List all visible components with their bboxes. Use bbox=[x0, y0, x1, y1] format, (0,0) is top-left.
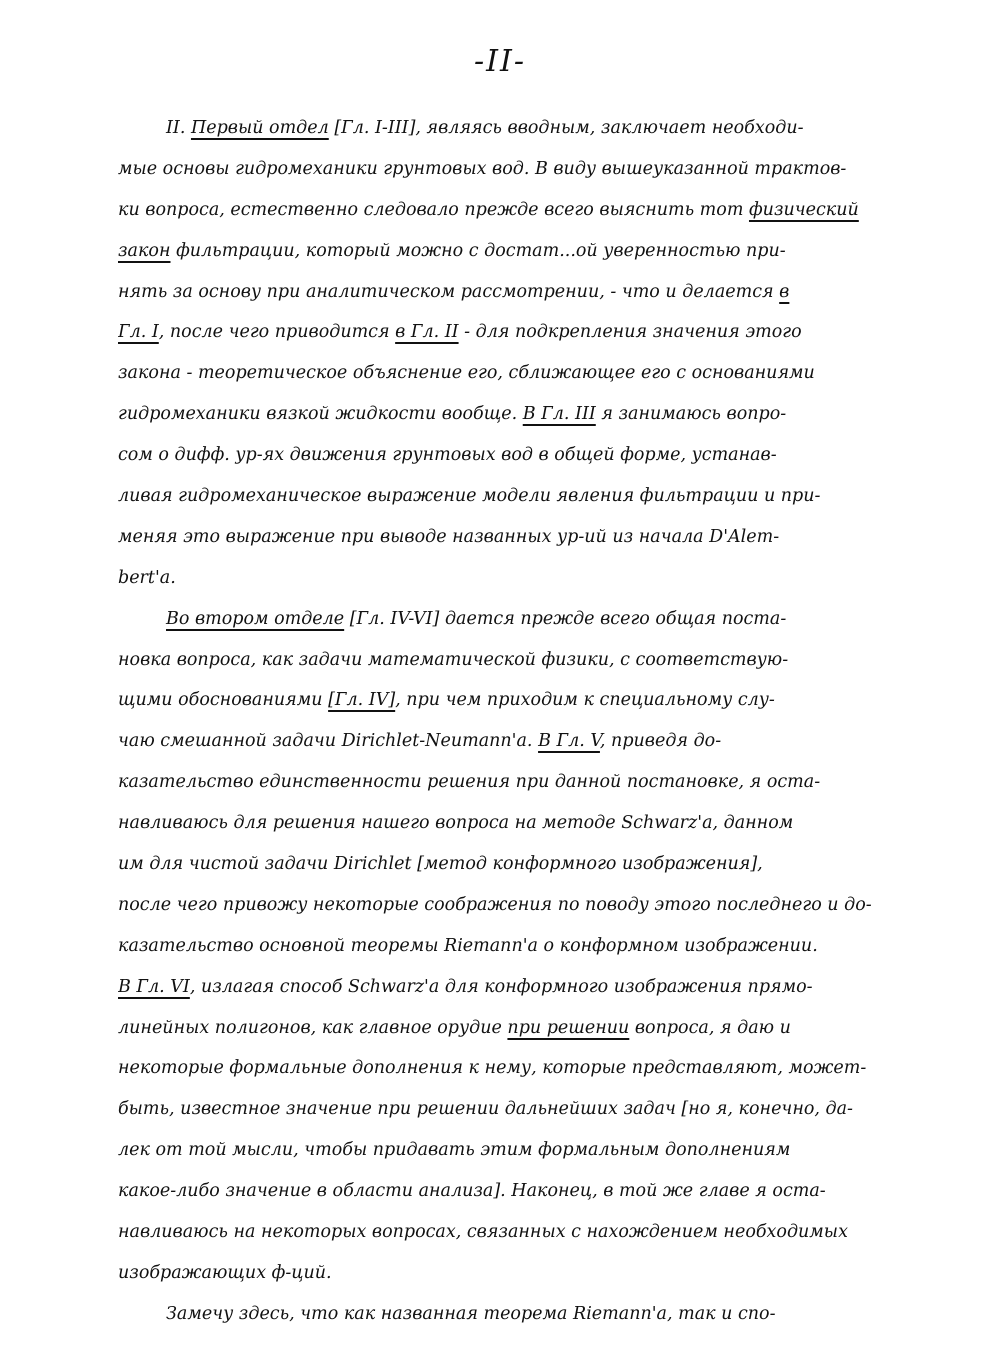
text-segment: [Гл. I-III], являясь вводным, заключает необходи- bbox=[328, 118, 804, 138]
text-segment: линейных полигонов, как главное орудие bbox=[118, 1017, 508, 1038]
handwritten-text-body bbox=[118, 108, 878, 1335]
underlined-text: В Гл. III bbox=[522, 404, 596, 425]
text-segment: ливая гидромеханическое выражение модели явления фильтрации и при- bbox=[118, 486, 821, 507]
text-segment: ки вопроса, естественно следовало прежде всего выяснить тот bbox=[118, 199, 749, 220]
text-line bbox=[118, 1008, 878, 1049]
text-line bbox=[118, 1089, 878, 1130]
text-segment: щими обоснованиями bbox=[118, 690, 329, 711]
text-line bbox=[118, 762, 878, 803]
text-segment: я занимаюсь вопро- bbox=[595, 404, 787, 425]
text-segment: быть, известное значение при решении дальнейших задач [но я, конечно, да- bbox=[118, 1099, 853, 1120]
text-line bbox=[118, 353, 878, 394]
text-segment: изображающих ф-ций. bbox=[118, 1262, 332, 1283]
text-segment: им для чистой задачи Dirichlet [метод конформного изображения], bbox=[118, 854, 763, 875]
text-segment: навливаюсь для решения нашего вопроса на методе Schwarz'а, данном bbox=[118, 813, 794, 834]
text-line bbox=[118, 680, 878, 721]
text-segment: казательство основной теоремы Riemann'а о конформном изображении. bbox=[118, 935, 818, 956]
text-line bbox=[118, 721, 878, 762]
text-line bbox=[118, 803, 878, 844]
underlined-text: физический bbox=[748, 199, 859, 220]
text-line bbox=[118, 844, 878, 885]
text-segment: Замечу здесь, что как названная теорема Riemann'а, так и спо- bbox=[166, 1303, 776, 1324]
text-segment: сом о дифф. ур-ях движения грунтовых вод в общей форме, устанав- bbox=[118, 445, 777, 466]
text-segment: казательство единственности решения при данной постановке, я оста- bbox=[118, 772, 821, 793]
text-segment: меняя это выражение при выводе названных ур-ий из начала D'Alem- bbox=[118, 526, 780, 547]
text-line bbox=[118, 394, 878, 435]
text-line bbox=[118, 1253, 878, 1294]
text-line bbox=[118, 640, 878, 681]
text-segment: , приведя до- bbox=[599, 731, 722, 752]
text-segment: нять за основу при аналитическом рассмотрении, - что и делается bbox=[118, 281, 780, 302]
underlined-text: при решении bbox=[507, 1017, 630, 1038]
text-segment: после чего привожу некоторые соображения по поводу этого последнего и до- bbox=[118, 894, 872, 915]
text-line bbox=[118, 1130, 878, 1171]
underlined-text: закон bbox=[118, 240, 171, 261]
text-line bbox=[118, 108, 878, 149]
text-line bbox=[118, 926, 878, 967]
text-segment: фильтрации, который можно с достат...ой уверенностью при- bbox=[170, 240, 786, 261]
text-segment: II. bbox=[166, 118, 191, 138]
text-segment: мые основы гидромеханики грунтовых вод. В виду вышеуказанной трактов- bbox=[118, 158, 847, 179]
underlined-text: Во втором отделе bbox=[166, 608, 345, 629]
page-number: -II- bbox=[474, 44, 526, 79]
text-line bbox=[118, 1212, 878, 1253]
text-segment: какое-либо значение в области анализа]. Наконец, в той же главе я оста- bbox=[118, 1181, 826, 1202]
text-line bbox=[118, 190, 878, 231]
text-line bbox=[118, 967, 878, 1008]
text-segment: вопроса, я даю и bbox=[629, 1017, 791, 1038]
text-segment: - для подкрепления значения этого bbox=[458, 322, 802, 343]
text-line bbox=[118, 435, 878, 476]
underlined-text: Гл. I bbox=[118, 322, 159, 343]
text-line bbox=[118, 1171, 878, 1212]
text-line bbox=[118, 476, 878, 517]
underlined-text: в Гл. II bbox=[395, 322, 459, 343]
text-line bbox=[118, 558, 878, 599]
underlined-text: В Гл. V bbox=[538, 731, 600, 752]
text-segment: , при чем приходим к специальному слу- bbox=[395, 690, 775, 711]
text-segment: лек от той мысли, чтобы придавать этим формальным дополнениям bbox=[118, 1140, 791, 1161]
text-line bbox=[118, 599, 878, 640]
text-line bbox=[118, 231, 878, 272]
text-segment: bert'а. bbox=[118, 567, 176, 588]
underlined-text: В Гл. VI bbox=[118, 976, 190, 997]
text-line bbox=[118, 1294, 878, 1335]
text-segment: закона - теоретическое объяснение его, сближающее его с основаниями bbox=[118, 363, 815, 384]
text-line bbox=[118, 272, 878, 313]
text-segment: чаю смешанной задачи Dirichlet-Neumann'а. bbox=[118, 731, 539, 752]
text-line bbox=[118, 517, 878, 558]
underlined-text: Первый отдел bbox=[190, 118, 329, 138]
text-segment: [Гл. IV-VI] дается прежде всего общая поста- bbox=[344, 608, 787, 629]
underlined-text: [Гл. IV] bbox=[328, 690, 396, 711]
text-segment: навливаюсь на некоторых вопросах, связанных с нахождением необходимых bbox=[118, 1222, 848, 1243]
text-line bbox=[118, 149, 878, 190]
text-segment: новка вопроса, как задачи математической физики, с соответствую- bbox=[118, 649, 789, 670]
text-segment: гидромеханики вязкой жидкости вообще. bbox=[118, 404, 523, 425]
text-line bbox=[118, 885, 878, 926]
text-segment: некоторые формальные дополнения к нему, которые представляют, может- bbox=[118, 1058, 867, 1079]
text-segment: , после чего приводится bbox=[158, 322, 396, 343]
text-segment: , излагая способ Schwarz'а для конформного изображения прямо- bbox=[189, 976, 813, 997]
text-line bbox=[118, 312, 878, 353]
underlined-text: в bbox=[779, 281, 790, 302]
text-line bbox=[118, 1048, 878, 1089]
